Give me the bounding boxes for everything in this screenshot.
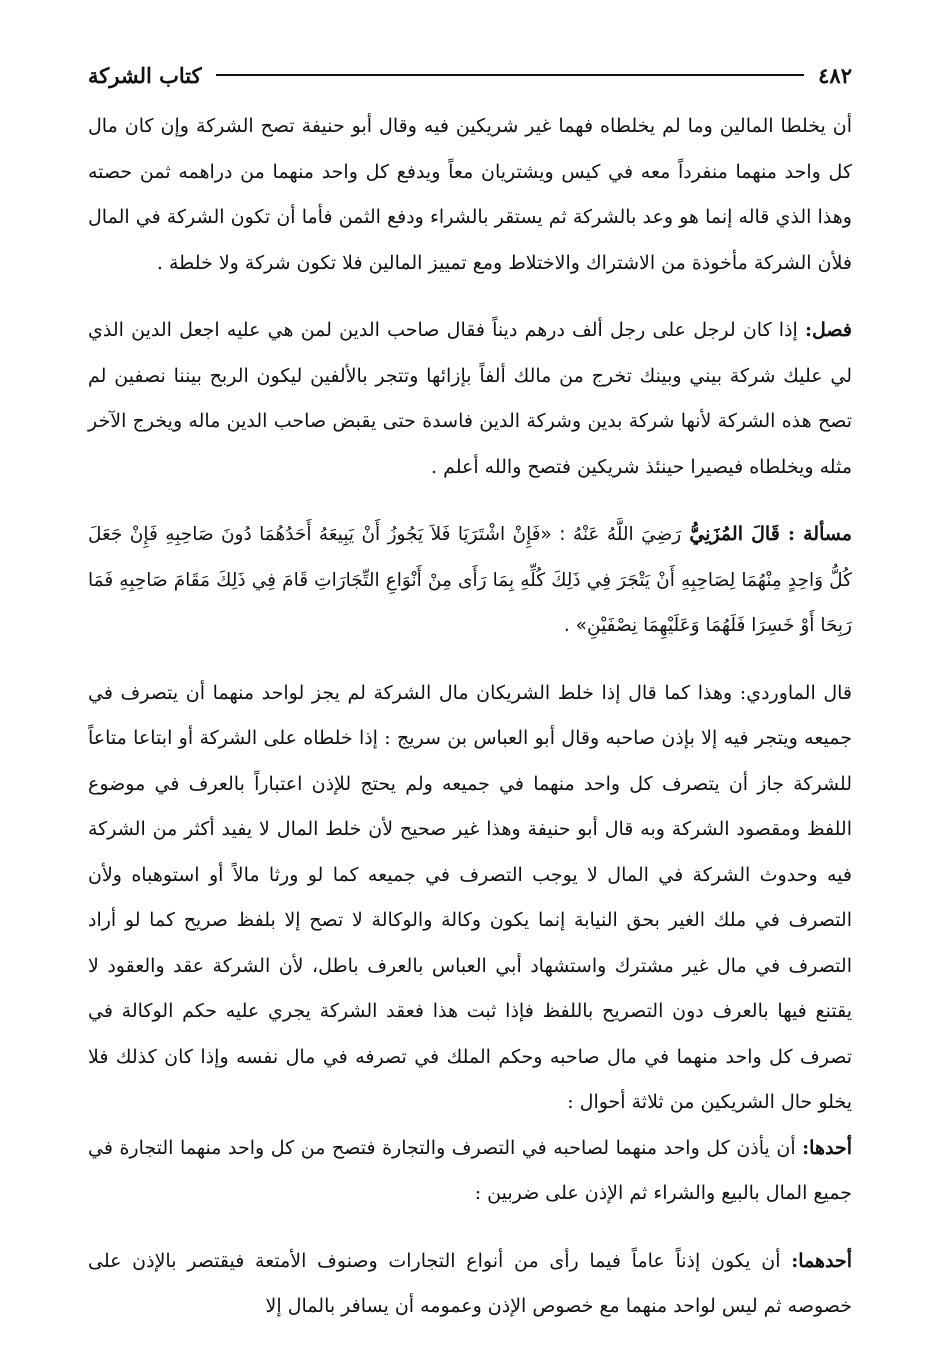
first-type-heading: أحدهما: — [791, 1249, 852, 1272]
header-rule — [216, 74, 805, 76]
section-title: كتاب الشركة — [88, 62, 202, 88]
text-body — [88, 104, 852, 1330]
paragraph-1-text: أن يخلطا المالين وما لم يخلطاه فهما غير شريكين فيه وقال أبو حنيفة تصح الشركة وإن كان مال كل واحد منهما منفرداً معه في كيس ويشتريان معاً ويدفع كل واحد منهما من دراهمه ثمن حصته وهذا الذي قاله إنما هو وعد بالشركة ثم يستقر بالشراء ودفع الثمن فأما أن تكون الشركة في المال فلأن الشركة مأخوذة من الاشتراك والاختلاط ومع تمييز المالين فلا تكون شركة ولا خلطة . — [88, 115, 852, 274]
fasl-text: إذا كان لرجل على رجل ألف درهم ديناً فقال صاحب الدين لمن هي عليه اجعل الدين الذي لي عليك شركة بيني وبينك تخرج من مالك ألفاً بإزائها وتتجر بالألفين ليكون الربح بيننا نصفين لم تصح هذه الشركة لأنها شركة بدين وشركة الدين فاسدة حتى يقبض صاحب الدين ماله ويخرج الآخر مثله ويخلطاه فيصيرا حينئذ شريكين فتصح والله أعلم . — [88, 319, 852, 478]
cited-name-muzani: قَالَ المُزَنِيُّ — [681, 523, 788, 545]
paragraph-1 — [88, 104, 852, 286]
page-number: ٤٨٢ — [818, 62, 852, 88]
paragraph-fasl — [88, 308, 852, 490]
paragraph-first-type — [88, 1239, 852, 1330]
muzani-quote: رَضِيَ اللَّهُ عَنْهُ : «فَإِنْ اشْتَرَيَا فَلاَ يَجُوزُ أَنْ يَبِيعَهُ أَحَدُهُمَا دُونَ صَاحِبِهِ فَإِنْ جَعَلَ كُلُّ وَاحِدٍ مِنْهُمَا لِصَاحِبِهِ أَنْ يَتْجَرَ فِي ذَلِكَ كُلِّهِ بِمَا رَأَى مِنْ أَنْوَاعِ التِّجَارَاتِ قَامَ فِي ذَلِكَ مَقَامَ صَاحِبِهِ فَمَا رَبِحَا أَوْ خَسِرَا فَلَهُمَا وَعَلَيْهِمَا نِصْفَيْنِ» . — [88, 524, 852, 636]
paragraph-mawardi — [88, 671, 852, 1126]
first-case-text: أن يأذن كل واحد منهما لصاحبه في التصرف والتجارة فتصح من كل واحد منهما التجارة في جميع المال بالبيع والشراء ثم الإذن على ضربين : — [88, 1136, 852, 1204]
paragraph-first-case — [88, 1126, 852, 1217]
masala-heading: مسألة : — [787, 523, 852, 545]
mawardi-text: قال الماوردي: وهذا كما قال إذا خلط الشريكان مال الشركة لم يجز لواحد منهما أن يتصرف في جميعه ويتجر فيه إلا بإذن صاحبه وقال أبو العباس بن سريج : إذا خلطاه على الشركة أو ابتاعا متاعاً للشركة جاز أن يتصرف كل واحد منهما في جميعه ولم يحتج للإذن اعتباراً بالعرف في موضوع اللفظ ومقصود الشركة وبه قال أبو حنيفة وهذا غير صحيح لأن خلط المال لا يفيد أكثر من الشركة فيه وحدوث الشركة في المال لا يوجب التصرف في جميعه كما لو ورثا مالاً أو استوهباه ولأن التصرف في ملك الغير بحق النيابة إنما يكون وكالة والوكالة لا تصح إلا بلفظ صريح كما لو أراد التصرف في مال غير مشترك واستشهاد أبي العباس بالعرف باطل، لأن الشركة عقد والعقود لا يقتنع فيها بالعرف دون التصريح باللفظ فإذا ثبت هذا فعقد الشركة يجري عليه حكم الوكالة في تصرف كل واحد منهما في مال صاحبه وحكم الملك في تصرفه في مال نفسه وإذا كان كذلك فلا يخلو حال الشريكين من ثلاثة أحوال : — [88, 681, 852, 1113]
first-case-heading: أحدها: — [802, 1136, 852, 1159]
fasl-heading: فصل: — [805, 319, 852, 341]
paragraph-masala — [88, 512, 852, 649]
running-header — [88, 58, 852, 92]
first-type-text: أن يكون إذناً عاماً فيما رأى من أنواع التجارات وصنوف الأمتعة فيقتصر بالإذن على خصوصه ثم ليس لواحد منهما مع خصوص الإذن وعمومه أن يسافر بالمال إلا — [88, 1249, 852, 1317]
